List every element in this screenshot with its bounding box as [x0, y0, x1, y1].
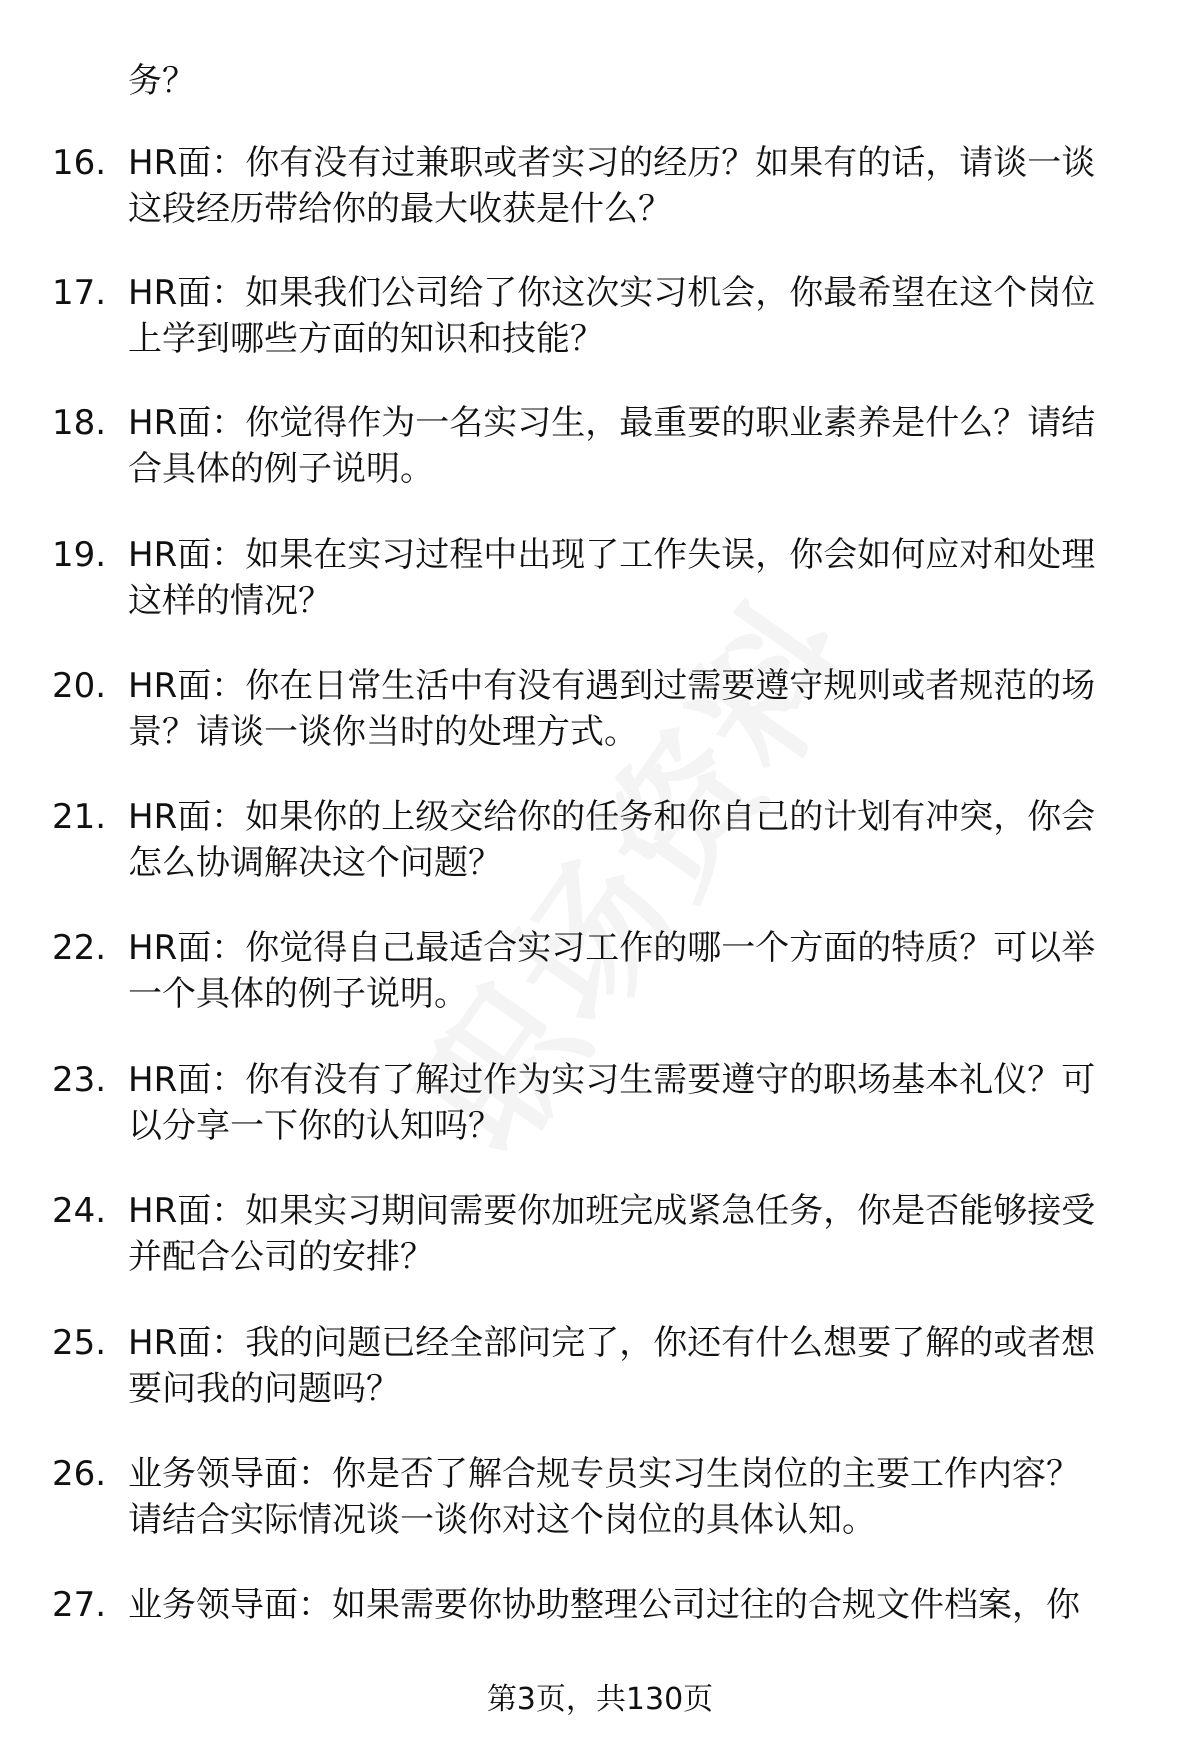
item-number: 17. [52, 273, 107, 313]
item-number: 20. [52, 666, 107, 706]
item-number: 23. [52, 1060, 107, 1100]
item-text-line2: 以分享一下你的认知吗？ [128, 1106, 502, 1146]
item-text-line1: HR面：你在日常生活中有没有遇到过需要遵守规则或者规范的场 [128, 666, 1096, 706]
item-text-line2: 一个具体的例子说明。 [128, 974, 468, 1014]
item-text-line1: 业务领导面：如果需要你协助整理公司过往的合规文件档案，你 [128, 1585, 1080, 1625]
item-number: 18. [52, 403, 107, 443]
item-text-line2: 上学到哪些方面的知识和技能？ [128, 319, 604, 359]
item-number: 16. [52, 143, 107, 183]
item-text-line2: 景？请谈一谈你当时的处理方式。 [128, 712, 638, 752]
item-text-line1: HR面：如果实习期间需要你加班完成紧急任务，你是否能够接受 [128, 1191, 1096, 1231]
item-number: 26. [52, 1454, 107, 1494]
item-text-line2: 怎么协调解决这个问题？ [128, 843, 502, 883]
item-number: 27. [52, 1585, 107, 1625]
item-text-line2: 要问我的问题吗？ [128, 1369, 400, 1409]
item-number: 21. [52, 797, 107, 837]
item-text-line2: 这样的情况？ [128, 581, 332, 621]
continued-text: 务？ [128, 61, 196, 101]
item-text-line1: 业务领导面：你是否了解合规专员实习生岗位的主要工作内容？ [128, 1454, 1080, 1494]
item-number: 24. [52, 1191, 107, 1231]
item-text-line2: 这段经历带给你的最大收获是什么？ [128, 189, 672, 229]
item-text-line2: 并配合公司的安排？ [128, 1237, 434, 1277]
item-text-line1: HR面：你有没有了解过作为实习生需要遵守的职场基本礼仪？可 [128, 1060, 1096, 1100]
item-text-line1: HR面：如果在实习过程中出现了工作失误，你会如何应对和处理 [128, 535, 1096, 575]
item-text-line1: HR面：如果我们公司给了你这次实习机会，你最希望在这个岗位 [128, 273, 1096, 313]
page-footer: 第3页，共130页 [486, 1682, 714, 1717]
item-text-line1: HR面：你觉得作为一名实习生，最重要的职业素养是什么？请结 [128, 403, 1096, 443]
item-number: 19. [52, 535, 107, 575]
item-number: 25. [52, 1323, 107, 1363]
item-text-line1: HR面：我的问题已经全部问完了，你还有什么想要了解的或者想 [128, 1323, 1096, 1363]
item-text-line1: HR面：你有没有过兼职或者实习的经历？如果有的话，请谈一谈 [128, 143, 1096, 183]
item-number: 22. [52, 928, 107, 968]
item-text-line2: 合具体的例子说明。 [128, 449, 434, 489]
item-text-line2: 请结合实际情况谈一谈你对这个岗位的具体认知。 [128, 1500, 876, 1540]
item-text-line1: HR面：你觉得自己最适合实习工作的哪一个方面的特质？可以举 [128, 928, 1096, 968]
item-text-line1: HR面：如果你的上级交给你的任务和你自己的计划有冲突，你会 [128, 797, 1096, 837]
